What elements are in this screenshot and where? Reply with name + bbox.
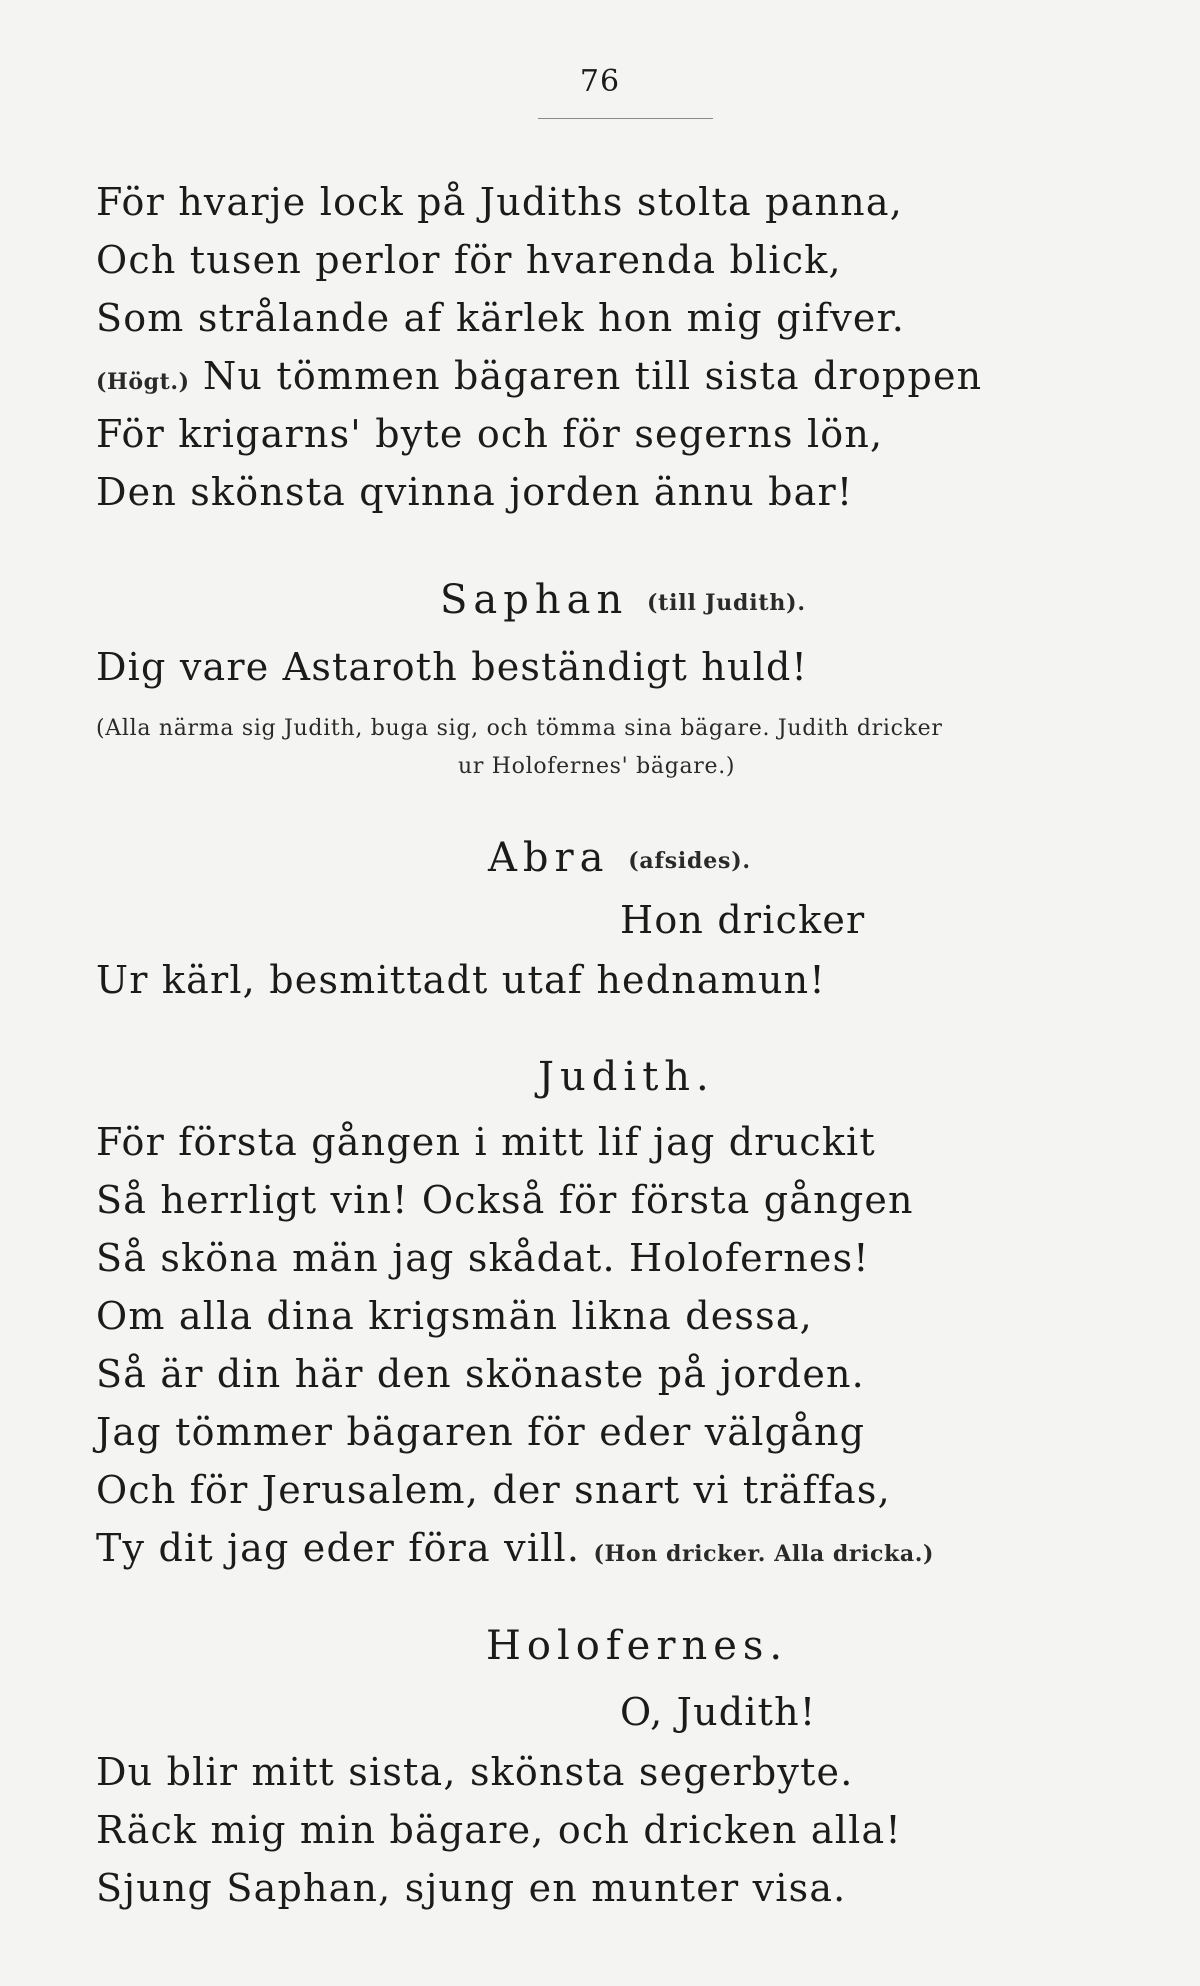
stage-direction: ur Holofernes' bägare.) bbox=[458, 754, 736, 779]
verse-line: O, Judith! bbox=[620, 1690, 817, 1734]
speaker-name: Abra bbox=[488, 835, 610, 881]
stage-direction: (Hon dricker. Alla dricka.) bbox=[593, 1541, 935, 1567]
speaker-abra bbox=[488, 836, 751, 883]
verse-line: Så herrligt vin! Också för första gången bbox=[96, 1178, 914, 1222]
verse-line-text: Nu tömmen bägaren till sista droppen bbox=[202, 354, 983, 398]
verse-line: Så sköna män jag skådat. Holofernes! bbox=[96, 1236, 870, 1280]
verse-line: För hvarje lock på Judiths stolta panna, bbox=[96, 180, 903, 224]
speaker-judith: Judith. bbox=[538, 1054, 715, 1100]
verse-line bbox=[96, 1526, 934, 1576]
header-rule bbox=[538, 118, 713, 119]
speaker-saphan bbox=[440, 578, 806, 625]
page-number: 76 bbox=[579, 64, 621, 99]
verse-line: Dig vare Astaroth beständigt huld! bbox=[96, 645, 808, 689]
speaker-name: Saphan bbox=[440, 577, 629, 623]
aside-direction: (Högt.) bbox=[96, 369, 190, 395]
stage-direction: (afsides). bbox=[628, 848, 751, 874]
verse-line: Och för Jerusalem, der snart vi träffas, bbox=[96, 1468, 891, 1512]
verse-line bbox=[96, 354, 982, 404]
verse-line: Jag tömmer bägaren för eder välgång bbox=[96, 1410, 866, 1454]
verse-line: Som strålande af kärlek hon mig gifver. bbox=[96, 296, 906, 340]
verse-line: Ur kärl, besmittadt utaf hednamun! bbox=[96, 958, 826, 1002]
verse-line: För första gången i mitt lif jag druckit bbox=[96, 1120, 876, 1164]
verse-line: Räck mig min bägare, och dricken alla! bbox=[96, 1808, 902, 1852]
verse-line: Om alla dina krigsmän likna dessa, bbox=[96, 1294, 813, 1338]
speaker-holofernes: Holofernes. bbox=[486, 1623, 789, 1669]
stage-direction: (Alla närma sig Judith, buga sig, och tömma sina bägare. Judith dricker bbox=[96, 716, 943, 741]
verse-line: Så är din här den skönaste på jorden. bbox=[96, 1352, 865, 1396]
verse-line-text: Ty dit jag eder föra vill. bbox=[96, 1526, 581, 1570]
verse-line: Och tusen perlor för hvarenda blick, bbox=[96, 238, 842, 282]
stage-direction: (till Judith). bbox=[646, 590, 806, 616]
verse-line: Hon dricker bbox=[620, 898, 866, 942]
verse-line: Den skönsta qvinna jorden ännu bar! bbox=[96, 470, 854, 514]
verse-line: Sjung Saphan, sjung en munter visa. bbox=[96, 1866, 847, 1910]
verse-line: För krigarns' byte och för segerns lön, bbox=[96, 412, 884, 456]
verse-line: Du blir mitt sista, skönsta segerbyte. bbox=[96, 1750, 854, 1794]
